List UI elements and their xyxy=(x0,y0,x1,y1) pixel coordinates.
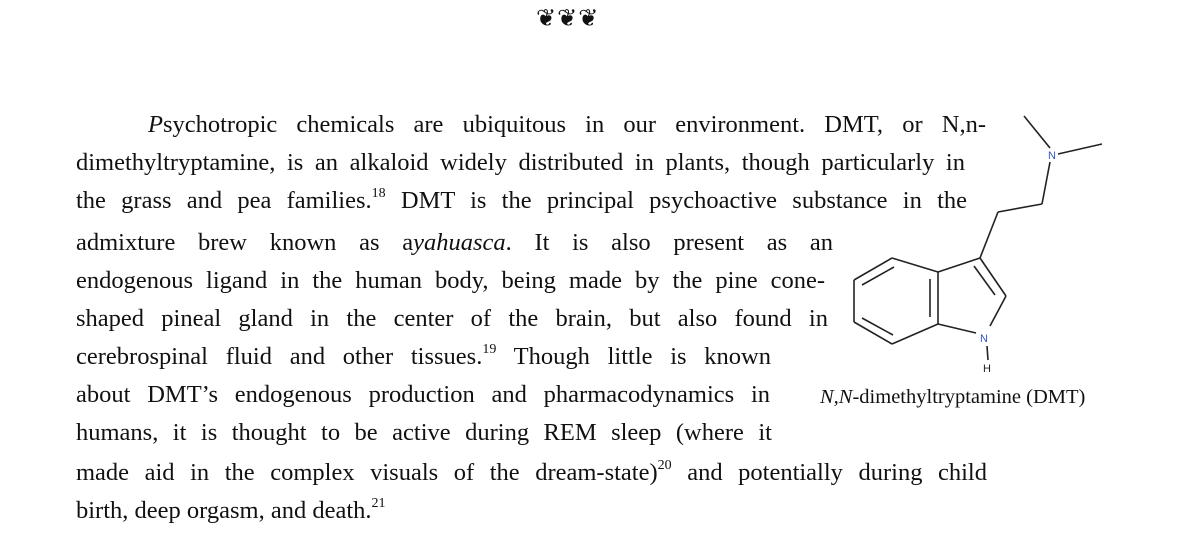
text-line-2: dimethyltryptamine, is an alkaloid widely distributed in plants, though particularly in xyxy=(76,149,965,176)
footnote-ref-20[interactable]: 20 xyxy=(657,457,672,473)
text-line-3: the grass and pea families.$^{18}$ DMT is the principal psychoactive substance in the xyxy=(76,185,967,214)
text-line-7: cerebrospinal fluid and other tissues.$^{19}$ Though little is known xyxy=(76,341,772,370)
text-line-11: birth, deep orgasm, and death.$^{21}$ xyxy=(76,495,386,524)
indole-nitrogen-label: N xyxy=(980,333,988,345)
text-line-5: endogenous ligand in the human body, being made by the pine cone- xyxy=(76,267,825,294)
text-line-8: about DMT’s endogenous production and pharmacodynamics in xyxy=(76,381,770,408)
text-line-6: shaped pineal gland in the center of the brain, but also found in xyxy=(76,305,828,332)
text-line-10: made aid in the complex visuals of the dream-state)$^{20}$ and potentially during child xyxy=(76,457,987,486)
text-line-9: humans, it is thought to be active during REM sleep (where it xyxy=(76,419,772,446)
dmt-structure-diagram xyxy=(846,108,1176,388)
drop-letter: P xyxy=(148,111,163,138)
footnote-ref-18[interactable]: 18 xyxy=(371,185,386,201)
section-ornament: ❦❦❦ xyxy=(536,4,600,32)
text-line-1: Psychotropic chemicals are ubiquitous in our environment. DMT, or N,n- xyxy=(148,111,986,138)
text-line-4: admixture brew known as ayahuasca. It is also present as an xyxy=(76,229,833,256)
amine-nitrogen-label: N xyxy=(1048,150,1056,162)
hydrogen-label: H xyxy=(983,363,991,375)
footnote-ref-21[interactable]: 21 xyxy=(371,495,386,511)
footnote-ref-19[interactable]: 19 xyxy=(482,341,497,357)
molecule-bonds xyxy=(854,116,1102,360)
figure-caption: N,N-dimethyltryptamine (DMT) xyxy=(820,386,1086,408)
